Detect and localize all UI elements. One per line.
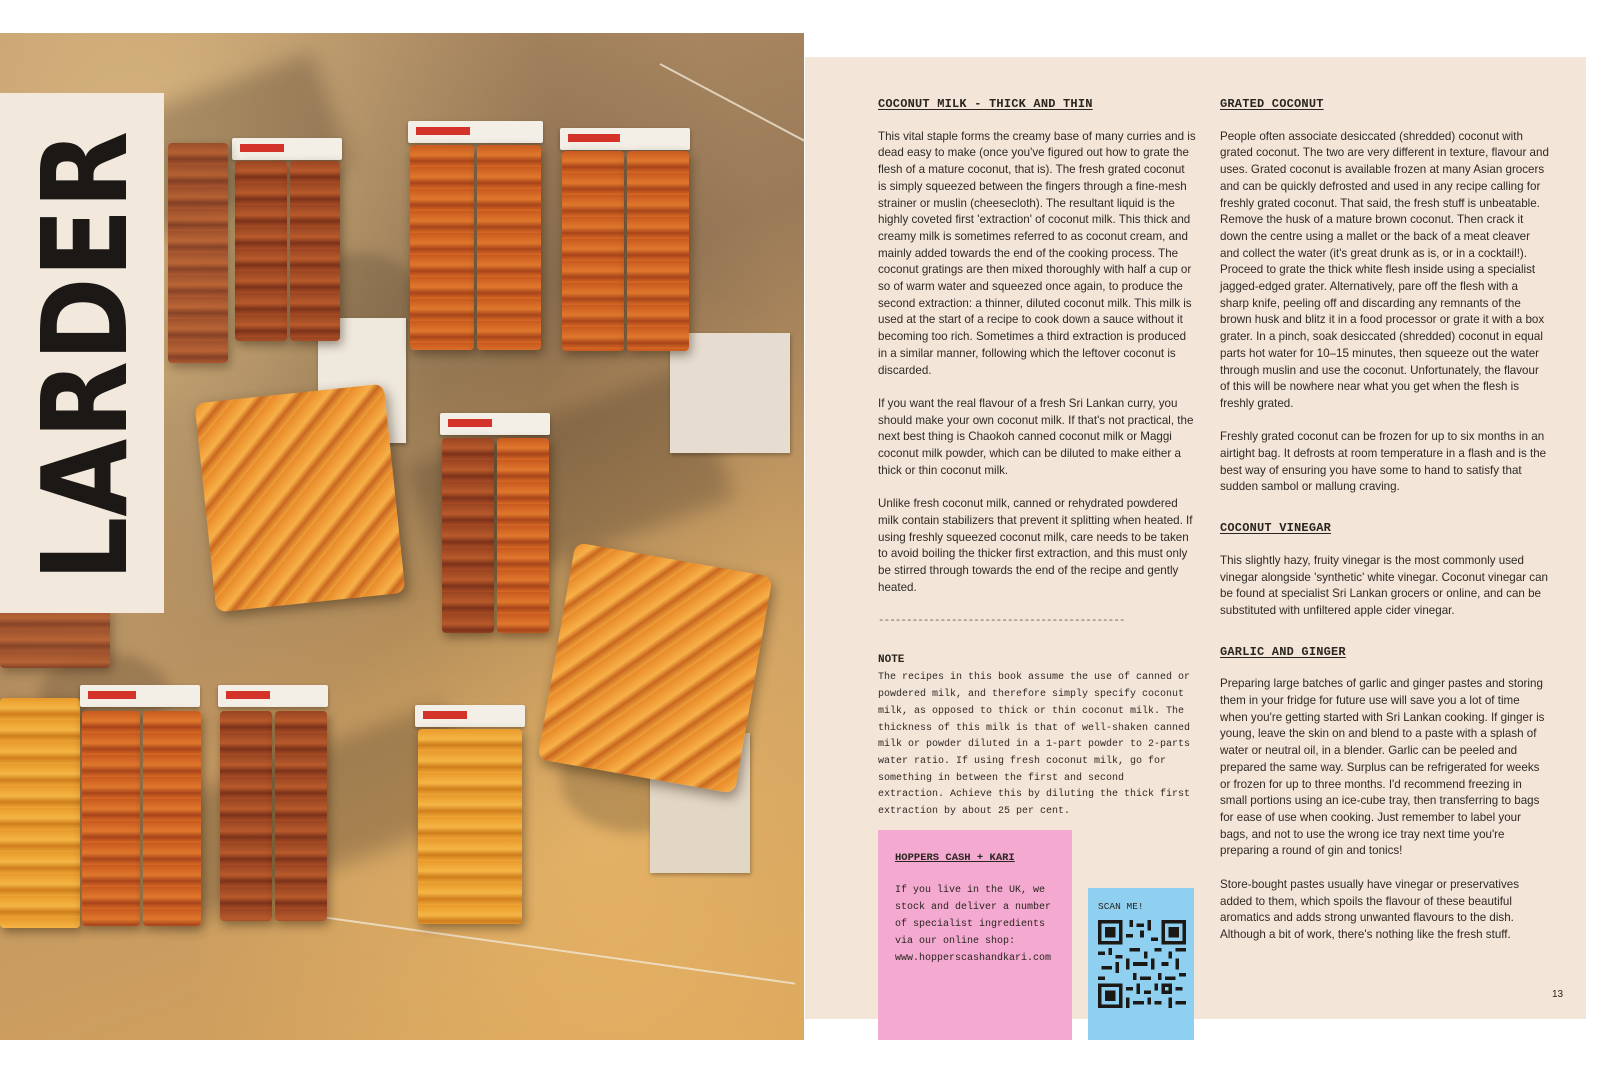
coconut-milk-heading: COCONUT MILK - THICK AND THIN xyxy=(878,97,1093,111)
shop-heading: HOPPERS CASH + KARI xyxy=(895,852,1015,864)
coconut-milk-paragraph-2: If you want the real flavour of a fresh Sri Lankan curry, you should make your own coconut milk. If that's not practical, the next best thing is Chaokoh canned coconut milk or Maggi coconut milk powder, which can be diluted to make either a thick or thin coconut milk. xyxy=(878,396,1194,477)
larder-title-panel xyxy=(0,54,164,613)
grated-coconut-paragraph-2: Freshly grated coconut can be frozen for up to six months in an airtight bag. It defrosts at room temperature in a flash and is the best way of ensuring you have some to hand to satisfy that sudden sambol or mallung craving. xyxy=(1220,430,1547,494)
shop-text: If you live in the UK, we stock and deliver a number of specialist ingredients via our online shop: www.hopperscashandkari.com xyxy=(895,885,1052,964)
page-number: 13 xyxy=(1552,989,1564,1000)
larder-title xyxy=(16,54,154,601)
column-left xyxy=(878,96,1196,837)
qr-code-icon[interactable] xyxy=(1098,920,1186,1008)
coconut-vinegar-paragraph: This slightly hazy, fruity vinegar is the most commonly used vinegar alongside 'synthetic' white vinegar. Coconut vinegar can be found at specialist Sri Lankan grocers or online, and can be substituted with unfiltered apple cider vinegar. xyxy=(1220,553,1548,617)
garlic-ginger-heading: GARLIC AND GINGER xyxy=(1220,644,1346,659)
scan-me-label: SCAN ME! xyxy=(1098,901,1144,912)
note-text: The recipes in this book assume the use of canned or powdered milk, and therefore simply specify coconut milk, as opposed to thick or thin coconut milk. The thickness of this milk is that of well-shaken canned milk or powder diluted in a 1-part powder to 2-parts water ratio. If using fresh coconut milk, go for something in between the first and second extraction. Achieve this by diluting the thick first extraction by about 25 per cent. xyxy=(878,672,1191,818)
grated-coconut-paragraph-1: People often associate desiccated (shredded) coconut with grated coconut. The two are very different in texture, flavour and uses. Grated coconut is available frozen at many Asian grocers and can be quickly defrosted and used in any recipe calling for freshly grated coconut. That said, the fresh stuff is unbeatable. Remove the husk of a mature brown coconut. Then crack it down the centre using a mallet or the back of a meat cleaver and collect the water (it's great drunk as is, or in a cocktail!). Proceed to grate the thick white flesh inside using a specialist jagged-edged grater. Alternatively, pare off the flesh with a sharp knife, peeling off and discarding any remnants of the brown husk and blitz it in a food processor or grate it with a box grater. In a pinch, soak desiccated (shredded) coconut in equal parts hot water for 10–15 minutes, then squeeze out the water through muslin and use the coconut. Unfortunately, the flavour of this will be nowhere near what you get when the flesh is freshly grated. xyxy=(1220,129,1549,410)
coconut-vinegar-heading: COCONUT VINEGAR xyxy=(1220,521,1332,536)
shop-info-box xyxy=(878,830,1072,1040)
coconut-milk-paragraph-1: This vital staple forms the creamy base of many curries and is dead easy to make (once you've figured out how to grate the flesh of a mature coconut, that is). The fresh grated coconut is simply squeezed between the fingers through a fine-mesh strainer or muslin (cheesecloth). The resultant liquid is the highly coveted first 'extraction' of coconut milk. This thick and creamy milk is sometimes referred to as coconut cream, and mainly added towards the end of the cooking process. The coconut gratings are then mixed thoroughly with half a cup or so of warm water and squeezed once again, to produce the second extraction: a thinner, diluted coconut milk. This milk is used at the start of a recipe to cook down a sauce without it becoming too rich. Sometimes a third extraction is produced in a similar manner, following which the leftover coconut is discarded. xyxy=(878,129,1196,377)
note-label: NOTE xyxy=(878,653,905,666)
grated-coconut-heading: GRATED COCONUT xyxy=(1220,97,1324,111)
qr-code-box xyxy=(1088,888,1194,1040)
garlic-ginger-paragraph-1: Preparing large batches of garlic and ginger pastes and storing them in your fridge for future use will save you a lot of time when you're getting started with Sri Lankan cooking. If ginger is young, leave the skin on and blend to a paste with a splash of water or neutral oil, in a blender. Garlic can be peeled and prepared the same way. Surplus can be refrigerated for weeks or frozen for up to three months. I'd recommend freezing in small portions using an ice-cube tray, then transferring to bags for ease of use when cooking. Just remember to label your bags, and not to use the wrong ice tray next time you're preparing a round of gin and tonics! xyxy=(1220,677,1545,858)
column-right xyxy=(1220,96,1550,960)
section-divider: -------------------------------------------- xyxy=(878,615,1125,628)
garlic-ginger-paragraph-2: Store-bought pastes usually have vinegar or preservatives added to them, which spoils the flavour of these beautiful aromatics and adds strong unwanted flavours to the dish. Although a bit of work, there's nothing like the fresh stuff. xyxy=(1220,877,1520,941)
larder-title-text: LARDER xyxy=(16,54,154,581)
coconut-milk-paragraph-3: Unlike fresh coconut milk, canned or rehydrated powdered milk contain stabilizers that prevent it splitting when heated. If using freshly squeezed coconut milk, care needs to be taken to avoid boiling the thicker first extraction, and this must only be stirred through towards the end of the recipe and gently heated. xyxy=(878,497,1193,594)
